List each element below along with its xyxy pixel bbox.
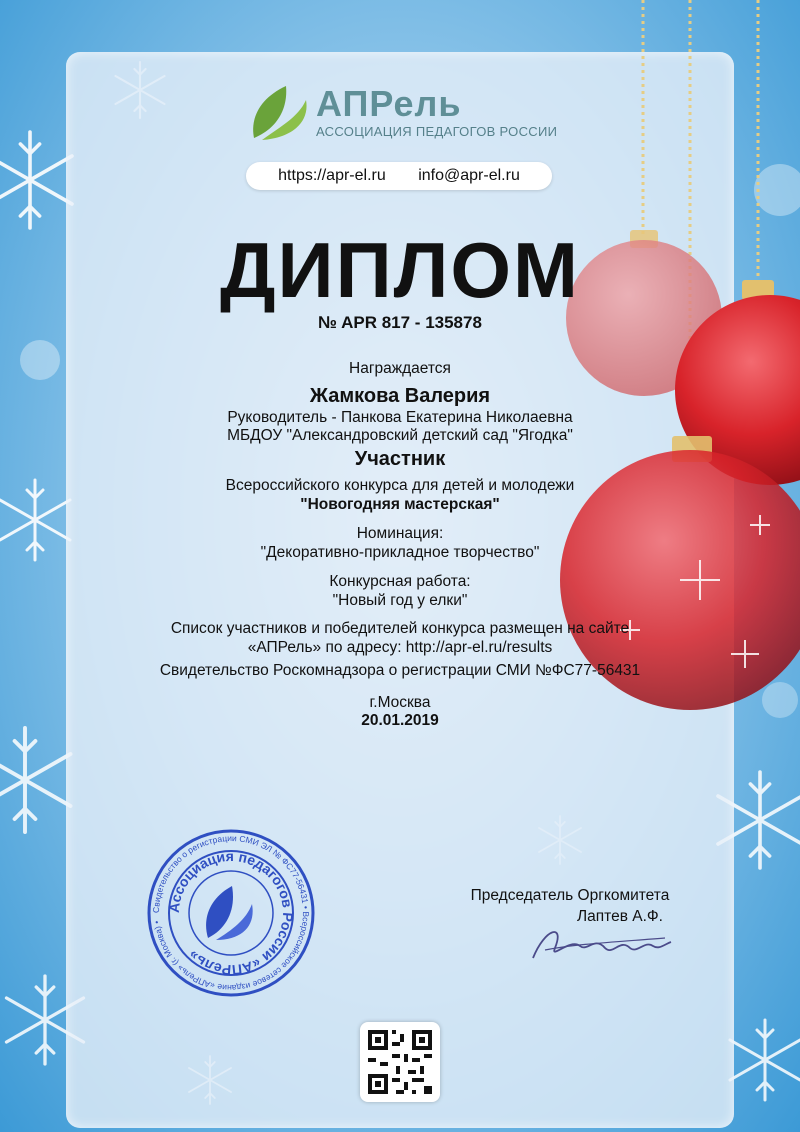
signature-role: Председатель Оргкомитета <box>470 887 670 904</box>
qr-code[interactable] <box>360 1022 440 1102</box>
results-line-2: «АПРель» по адресу: http://apr-el.ru/results <box>247 639 553 656</box>
stamp-outer-text: Свидетельство о регистрации СМИ ЭЛ № ФС77-56431 • Всероссийское сетевое издание «АПРель» (г. Москва) • <box>150 832 312 994</box>
qr-code-icon <box>360 1022 440 1102</box>
signature-name: Лаптев А.Ф. <box>576 908 663 925</box>
city: г.Москва <box>369 694 431 711</box>
recipient-name: Жамкова Валерия <box>309 385 491 407</box>
svg-text:Ассоциация педагогов России «А <box>166 848 296 978</box>
results-line-1: Список участников и победителей конкурса размещен на сайте <box>170 620 630 637</box>
email-link[interactable]: info@apr-el.ru <box>418 167 520 184</box>
logo-text <box>316 84 557 139</box>
association-stamp <box>146 828 316 998</box>
stamp-inner-text: Ассоциация педагогов России «АПРель» <box>165 847 297 979</box>
organization: МБДОУ "Александровский детский сад "Ягодка" <box>227 427 573 444</box>
logo-subtitle: АССОЦИАЦИЯ ПЕДАГОГОВ РОССИИ <box>316 124 558 139</box>
registration-info: Свидетельство Роскомнадзора о регистрации СМИ №ФС77-56431 <box>159 662 641 679</box>
diploma-title: ДИПЛОМ <box>219 226 581 314</box>
nomination-label: Номинация: <box>356 525 444 542</box>
awarded-label: Награждается <box>349 360 451 377</box>
site-link[interactable]: https://apr-el.ru <box>278 167 386 184</box>
participant-status: Участник <box>354 448 446 470</box>
diploma-number: № APR 817 - 135878 <box>318 313 482 332</box>
contest-description: Всероссийского конкурса для детей и молодежи <box>225 477 575 494</box>
work-label: Конкурсная работа: <box>329 573 471 590</box>
contest-name: "Новогодняя мастерская" <box>300 496 500 513</box>
work-title: "Новый год у елки" <box>332 592 468 609</box>
handwritten-signature <box>525 918 675 973</box>
supervisor: Руководитель - Панкова Екатерина Николаевна <box>227 409 573 426</box>
date: 20.01.2019 <box>361 712 439 729</box>
logo-brand: АПРель <box>316 83 462 124</box>
contacts-bar <box>246 162 552 190</box>
nomination-value: "Декоративно-прикладное творчество" <box>260 544 540 561</box>
